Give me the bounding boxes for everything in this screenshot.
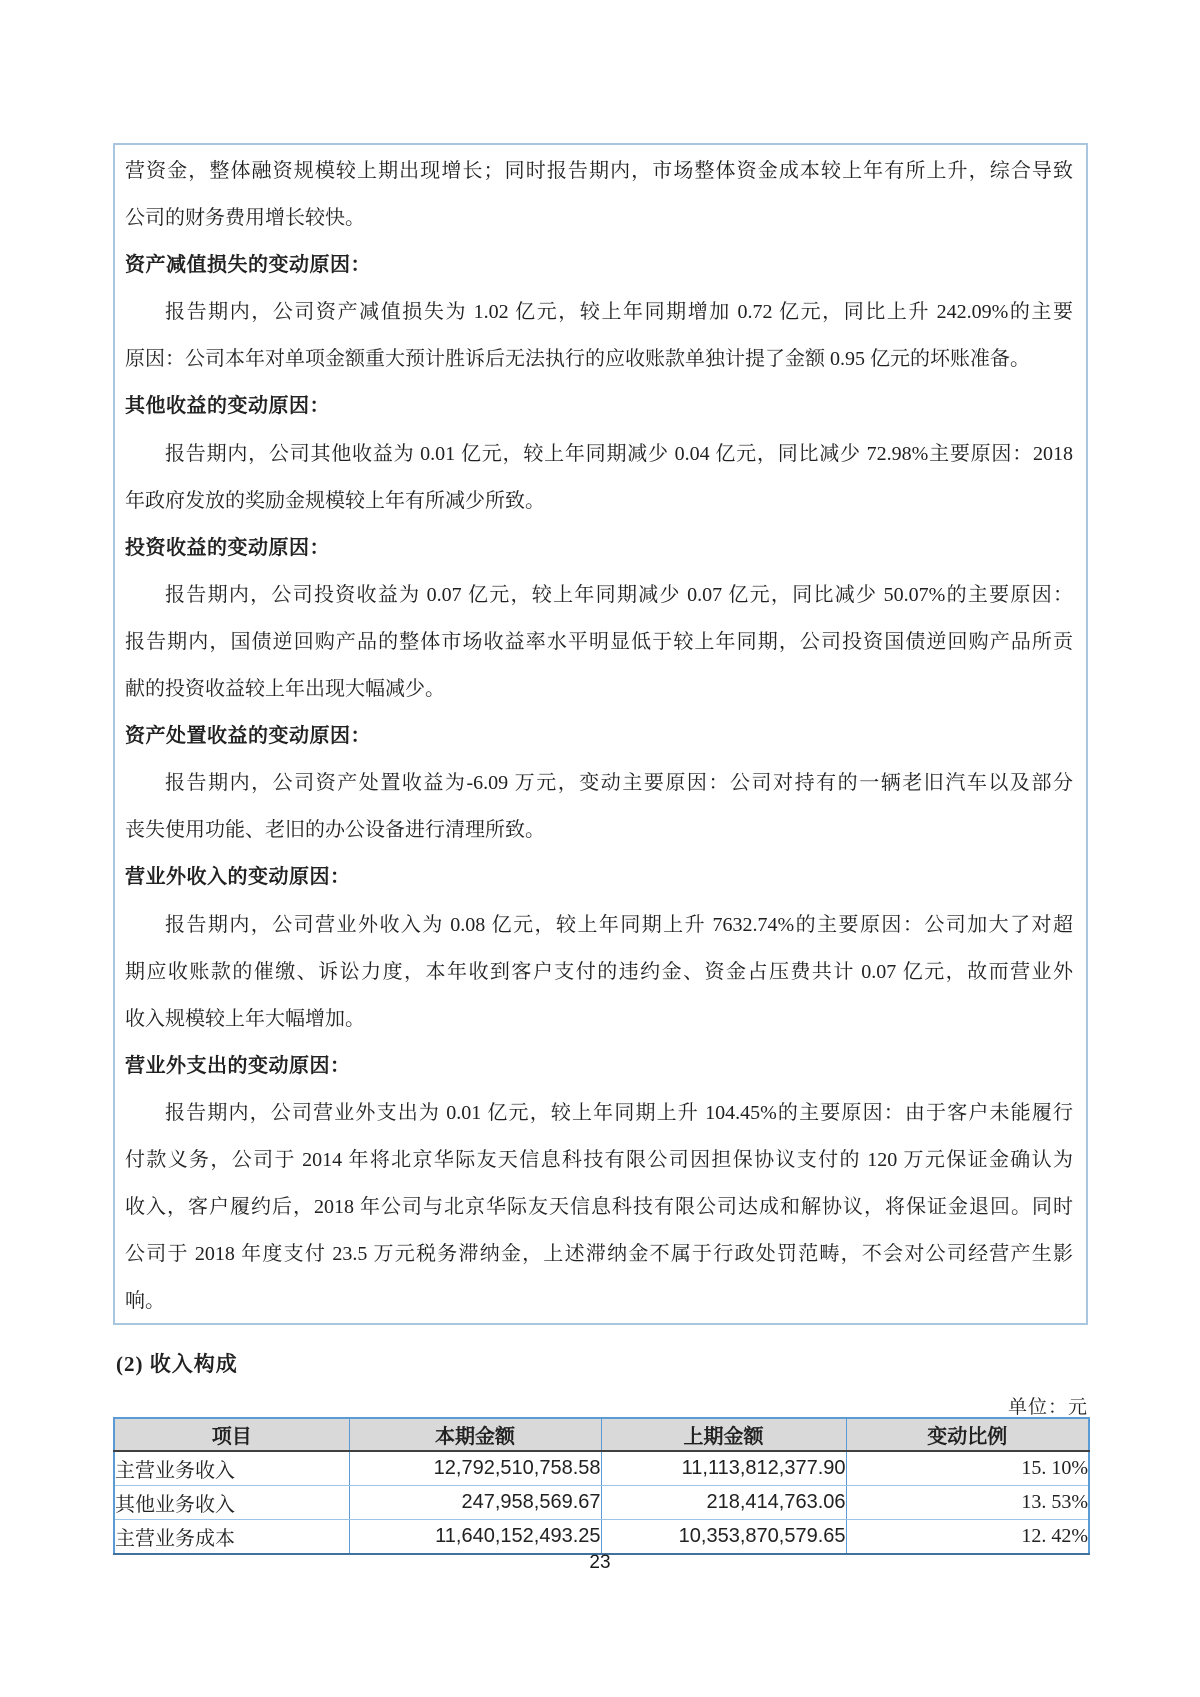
analysis-text-box xyxy=(113,143,1088,1325)
column-header: 变动比例 xyxy=(846,1418,1089,1451)
table-header-row xyxy=(114,1418,1089,1451)
box-text-line: 营资金，整体融资规模较上期出现增长；同时报告期内，市场整体资金成本较上年有所上升，综合导致 xyxy=(125,160,1073,182)
table-body xyxy=(114,1451,1089,1554)
box-text-line: 响。 xyxy=(125,1290,165,1313)
column-header: 本期金额 xyxy=(349,1418,601,1451)
box-text-line: 报告期内，公司营业外支出为 0.01 亿元，较上年同期上升 104.45%的主要原因：由于客户未能履行 xyxy=(165,1101,1073,1124)
table-row xyxy=(114,1486,1089,1520)
revenue-composition-table xyxy=(113,1417,1090,1555)
page-number: 23 xyxy=(589,1552,611,1573)
box-text-line: 公司的财务费用增长较快。 xyxy=(125,207,365,230)
box-text-line: 报告期内，公司投资收益为 0.07 亿元，较上年同期减少 0.07 亿元，同比减少 50.07%的主要原因： xyxy=(165,583,1073,606)
box-text-line: 公司于 2018 年度支付 23.5 万元税务滞纳金，上述滞纳金不属于行政处罚范畴，不会对公司经营产生影 xyxy=(125,1243,1073,1266)
box-text-line: 报告期内，公司资产处置收益为-6.09 万元，变动主要原因：公司对持有的一辆老旧汽车以及部分 xyxy=(165,772,1073,795)
box-text-line: 报告期内，国债逆回购产品的整体市场收益率水平明显低于较上年同期，公司投资国债逆回购产品所贡 xyxy=(125,630,1073,653)
box-heading-line: 投资收益的变动原因： xyxy=(125,536,330,559)
box-text-line: 收入规模较上年大幅增加。 xyxy=(125,1007,365,1030)
amount-cell: 247,958,569.67 xyxy=(349,1486,601,1520)
box-text-line: 丧失使用功能、老旧的办公设备进行清理所致。 xyxy=(125,819,545,842)
box-text-line: 付款义务，公司于 2014 年将北京华际友天信息科技有限公司因担保协议支付的 120 万元保证金确认为 xyxy=(125,1148,1073,1171)
change-ratio-cell: 13. 53% xyxy=(846,1486,1089,1520)
box-heading-line: 营业外支出的变动原因： xyxy=(125,1054,351,1077)
box-text-line: 收入，客户履约后，2018 年公司与北京华际友天信息科技有限公司达成和解协议，将保证金退回。同时 xyxy=(125,1196,1073,1219)
box-text-line: 年政府发放的奖励金规模较上年有所减少所致。 xyxy=(125,489,545,512)
box-text-line: 原因：公司本年对单项金额重大预计胜诉后无法执行的应收账款单独计提了金额 0.95 亿元的坏账准备。 xyxy=(125,348,1030,371)
box-text-line: 报告期内，公司营业外收入为 0.08 亿元，较上年同期上升 7632.74%的主要原因：公司加大了对超 xyxy=(165,913,1073,936)
box-text-line: 期应收账款的催缴、诉讼力度，本年收到客户支付的违约金、资金占压费共计 0.07 亿元，故而营业外 xyxy=(125,960,1073,983)
box-heading-line: 其他收益的变动原因： xyxy=(125,395,330,418)
item-cell: 主营业务成本 xyxy=(114,1520,349,1555)
change-ratio-cell: 15. 10% xyxy=(846,1451,1089,1486)
box-text-line: 报告期内，公司其他收益为 0.01 亿元，较上年同期减少 0.04 亿元，同比减少 72.98%主要原因：2018 xyxy=(165,442,1073,465)
item-cell: 主营业务收入 xyxy=(114,1451,349,1486)
table-row xyxy=(114,1451,1089,1486)
box-heading-line: 资产处置收益的变动原因： xyxy=(125,725,371,748)
box-heading-line: 资产减值损失的变动原因： xyxy=(125,254,371,277)
amount-cell: 10,353,870,579.65 xyxy=(601,1520,846,1555)
section-heading: (2) 收入构成 xyxy=(116,1352,238,1376)
column-header: 项目 xyxy=(114,1418,349,1451)
box-heading-line: 营业外收入的变动原因： xyxy=(125,866,351,889)
table-row xyxy=(114,1520,1089,1555)
amount-cell: 11,640,152,493.25 xyxy=(349,1520,601,1555)
unit-label: 单位：元 xyxy=(1007,1397,1088,1418)
item-cell: 其他业务收入 xyxy=(114,1486,349,1520)
amount-cell: 218,414,763.06 xyxy=(601,1486,846,1520)
box-text-line: 报告期内，公司资产减值损失为 1.02 亿元，较上年同期增加 0.72 亿元，同比上升 242.09%的主要 xyxy=(165,301,1073,324)
change-ratio-cell: 12. 42% xyxy=(846,1520,1089,1555)
column-header: 上期金额 xyxy=(601,1418,846,1451)
amount-cell: 12,792,510,758.58 xyxy=(349,1451,601,1486)
table-header-row xyxy=(114,1418,1089,1451)
box-text-line: 献的投资收益较上年出现大幅减少。 xyxy=(125,678,445,701)
amount-cell: 11,113,812,377.90 xyxy=(601,1451,846,1486)
